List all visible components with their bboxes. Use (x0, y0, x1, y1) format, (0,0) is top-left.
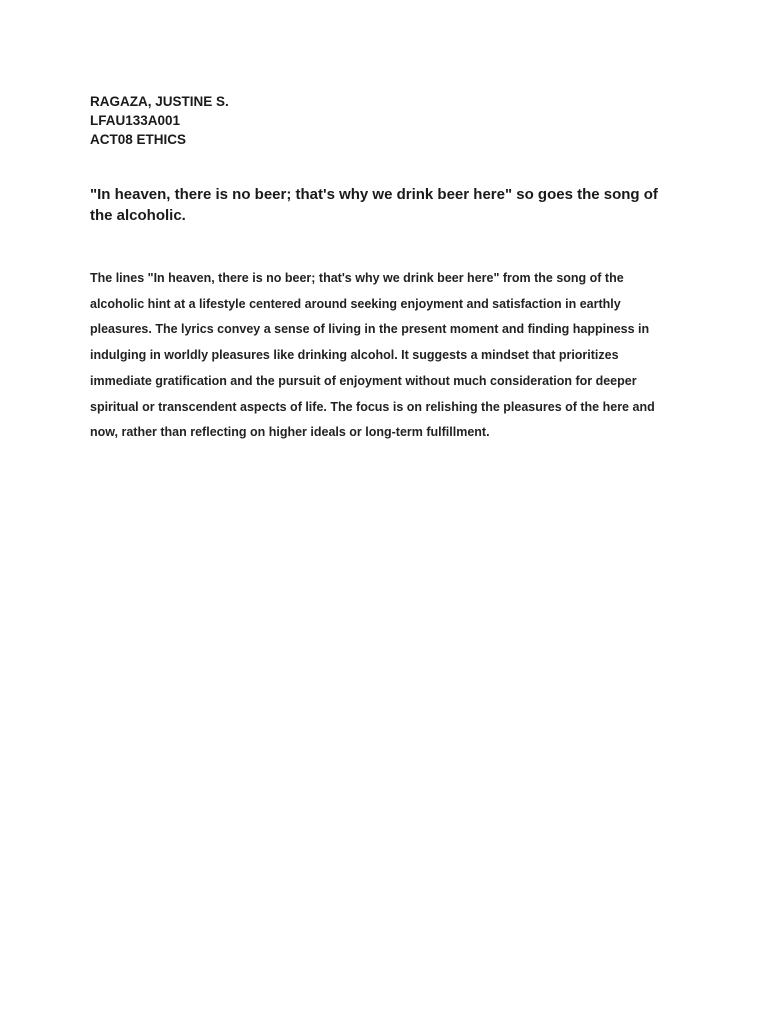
essay-body: The lines "In heaven, there is no beer; that's why we drink beer here" from the song of the alcoholic hint at a lifestyle centered around seeking enjoyment and satisfaction in earthly pleasures. The lyrics convey a sense of living in the present moment and finding happiness in indulging in worldly pleasures like drinking alcohol. It suggests a mindset that prioritizes immediate gratification and the pursuit of enjoyment without much consideration for deeper spiritual or transcendent aspects of life. The focus is on relishing the pleasures of the here and now, rather than reflecting on higher ideals or long-term fulfillment. (90, 271, 655, 440)
essay-prompt: "In heaven, there is no beer; that's why we drink beer here" so goes the song of the alcoholic. (90, 186, 658, 224)
student-id: LFAU133A001 (90, 113, 181, 128)
course-title: ACT08 ETHICS (90, 132, 187, 147)
student-info-header (90, 92, 690, 149)
student-name: RAGAZA, JUSTINE S. (90, 94, 229, 109)
